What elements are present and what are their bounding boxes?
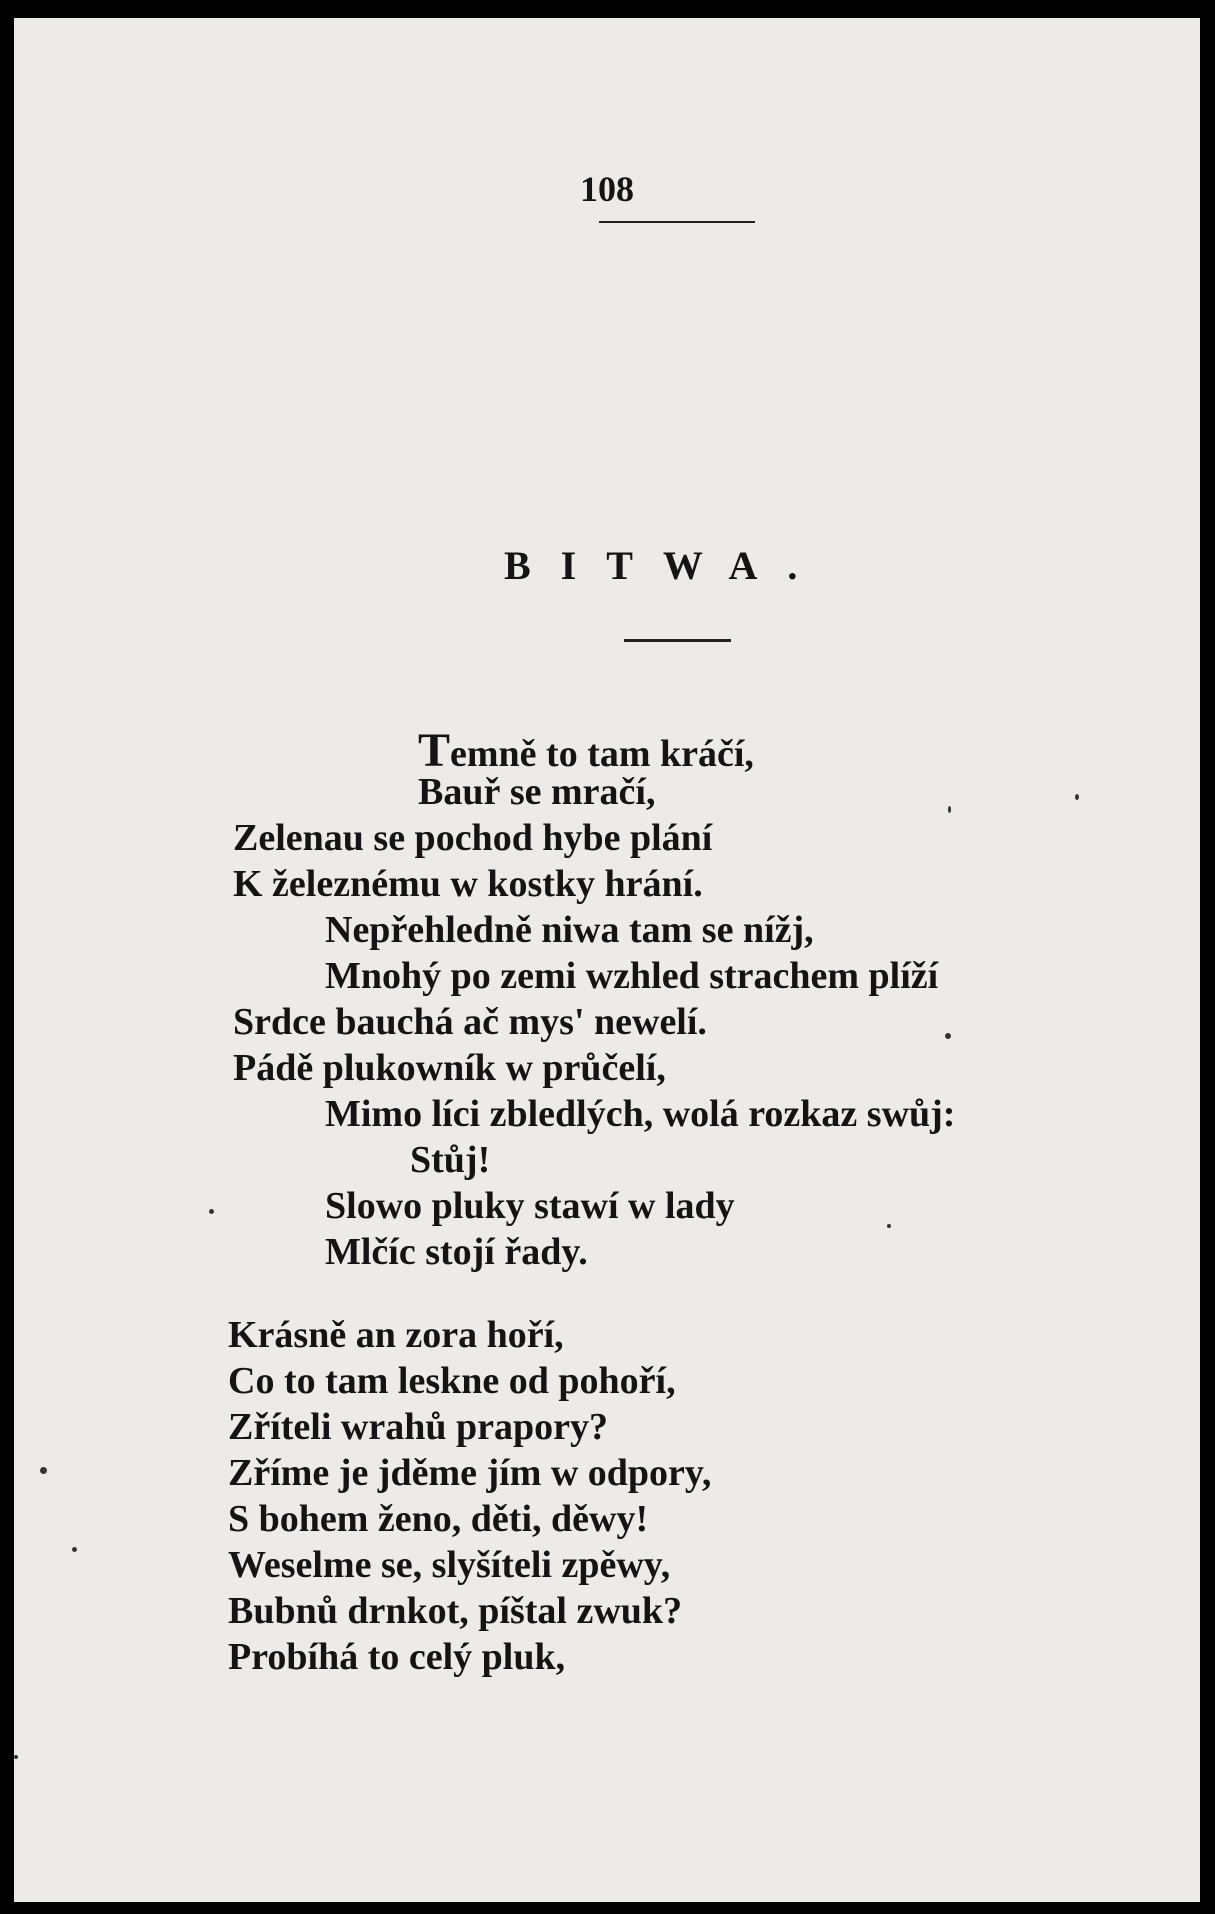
drop-cap: T <box>418 724 451 777</box>
poem-line: Weselme se, slyšíteli zpěwy, <box>228 1544 671 1586</box>
page-number-rule <box>599 221 755 223</box>
poem-line: Zříteli wrahů prapory? <box>228 1406 608 1448</box>
scan-speck <box>948 806 951 813</box>
poem-title: BITWA. <box>504 543 828 588</box>
poem-line: Bauř se mračí, <box>418 771 656 813</box>
scan-speck <box>14 1755 18 1759</box>
poem-line: Stůj! <box>410 1139 491 1181</box>
poem-line: Mlčíc stojí řady. <box>325 1231 588 1273</box>
page-number: 108 <box>580 169 634 209</box>
scan-speck <box>72 1547 77 1552</box>
poem-line: Mnohý po zemi wzhled strachem plíží <box>325 955 939 997</box>
poem-line: Pádě plukowník w průčelí, <box>233 1047 666 1089</box>
scan-speck <box>1075 794 1079 800</box>
scan-speck <box>40 1467 47 1474</box>
poem-line: Nepřehledně niwa tam se nížj, <box>325 909 814 951</box>
poem-line-text: emně to tam kráčí, <box>450 733 754 775</box>
poem-line: Probíhá to celý pluk, <box>228 1636 566 1678</box>
poem-line: Srdce bauchá ač mys' newelí. <box>233 1001 707 1043</box>
poem-line: Mimo líci zbledlých, wolá rozkaz swůj: <box>325 1093 956 1135</box>
scan-speck <box>209 1209 214 1214</box>
poem-line: Slowo pluky stawí w lady <box>325 1185 735 1227</box>
scan-speck <box>945 1033 951 1039</box>
poem-line: Zelenau se pochod hybe plání <box>233 817 713 859</box>
scan-speck <box>887 1224 891 1228</box>
poem-line: K železnému w kostky hrání. <box>233 863 703 905</box>
book-page <box>14 18 1200 1902</box>
poem-line <box>418 724 754 777</box>
poem-line: Bubnů drnkot, píštal zwuk? <box>228 1590 683 1632</box>
poem-line: Krásně an zora hoří, <box>228 1314 564 1356</box>
poem-line: Zříme je jděme jím w odpory, <box>228 1452 712 1494</box>
poem-line: Co to tam leskne od pohoří, <box>228 1360 676 1402</box>
title-divider <box>624 639 731 642</box>
poem-line: S bohem ženo, děti, děwy! <box>228 1498 649 1540</box>
